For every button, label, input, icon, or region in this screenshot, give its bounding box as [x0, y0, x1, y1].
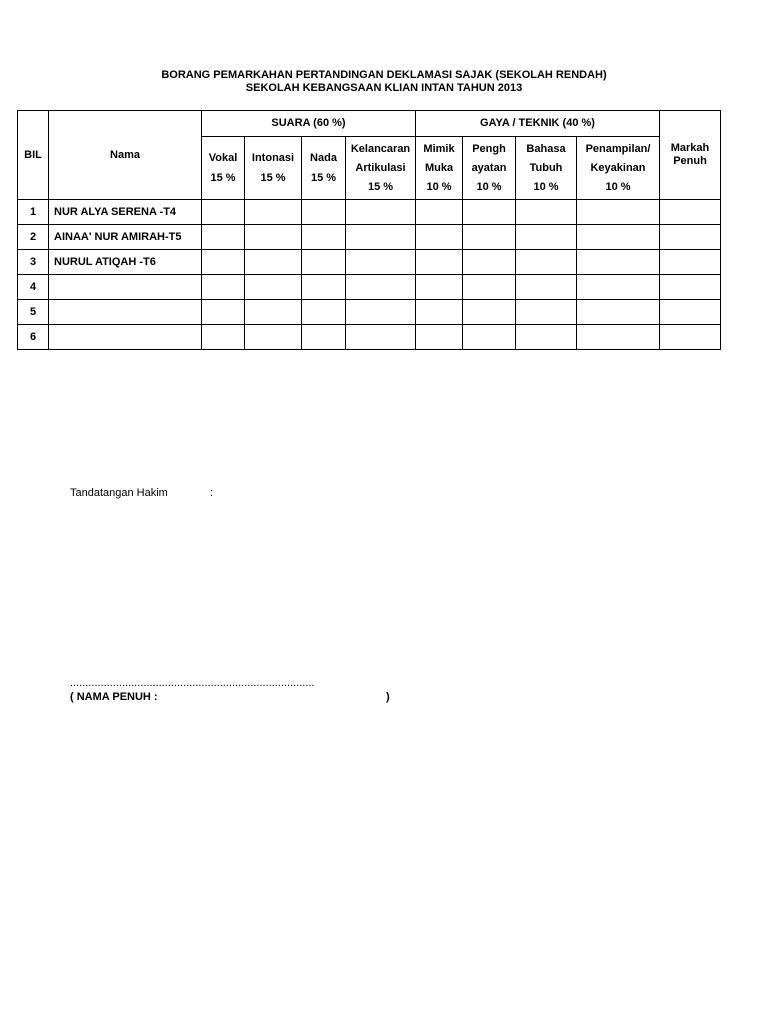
- criteria-header-line: 15 %: [260, 172, 286, 184]
- score-cell[interactable]: [660, 275, 721, 300]
- row-number: 6: [18, 325, 49, 350]
- score-cell[interactable]: [516, 225, 577, 250]
- row-number: 4: [18, 275, 49, 300]
- score-cell[interactable]: [660, 225, 721, 250]
- score-cell[interactable]: [202, 325, 245, 350]
- row-number: 5: [18, 300, 49, 325]
- criteria-header-line: Mimik: [423, 142, 455, 155]
- header-markah-line: Markah: [670, 142, 710, 154]
- title-line-1: BORANG PEMARKAHAN PERTANDINGAN DEKLAMASI SAJAK (SEKOLAH RENDAH): [161, 69, 607, 81]
- criteria-header-line: 10 %: [605, 180, 631, 193]
- participant-name: NUR ALYA SERENA -T4: [49, 200, 202, 225]
- score-cell[interactable]: [245, 200, 302, 225]
- criteria-header-line: 15 %: [310, 172, 337, 184]
- signature-line: ................................................................................: [70, 677, 315, 689]
- criteria-header-line: Keyakinan: [590, 161, 646, 174]
- score-cell[interactable]: [463, 325, 516, 350]
- score-cell[interactable]: [660, 200, 721, 225]
- score-cell[interactable]: [516, 250, 577, 275]
- criteria-header-line: ayatan: [471, 161, 507, 174]
- score-cell[interactable]: [416, 325, 463, 350]
- score-cell[interactable]: [346, 225, 416, 250]
- score-cell[interactable]: [346, 250, 416, 275]
- header-suara: SUARA (60 %): [202, 111, 416, 137]
- score-cell[interactable]: [577, 325, 660, 350]
- criteria-header-line: Tubuh: [529, 161, 563, 174]
- score-cell[interactable]: [346, 200, 416, 225]
- score-cell[interactable]: [346, 300, 416, 325]
- score-cell[interactable]: [416, 250, 463, 275]
- score-cell[interactable]: [245, 275, 302, 300]
- row-number: 2: [18, 225, 49, 250]
- score-cell[interactable]: [302, 325, 346, 350]
- participant-name: AINAA' NUR AMIRAH-T5: [49, 225, 202, 250]
- score-cell[interactable]: [516, 325, 577, 350]
- score-cell[interactable]: [202, 275, 245, 300]
- criteria-header-line: 15 %: [210, 172, 236, 184]
- score-cell[interactable]: [245, 225, 302, 250]
- score-cell[interactable]: [516, 300, 577, 325]
- criteria-header: [302, 137, 346, 200]
- criteria-header-line: 10 %: [533, 180, 559, 193]
- header-gaya: GAYA / TEKNIK (40 %): [416, 111, 660, 137]
- row-number: 3: [18, 250, 49, 275]
- table-row: [18, 200, 721, 225]
- score-cell[interactable]: [302, 275, 346, 300]
- score-cell[interactable]: [463, 275, 516, 300]
- criteria-header-line: 15 %: [367, 180, 394, 193]
- score-cell[interactable]: [202, 200, 245, 225]
- score-cell[interactable]: [302, 300, 346, 325]
- score-cell[interactable]: [202, 300, 245, 325]
- criteria-header-line: Bahasa: [526, 142, 566, 155]
- score-cell[interactable]: [416, 300, 463, 325]
- criteria-header: [245, 137, 302, 200]
- score-cell[interactable]: [346, 275, 416, 300]
- criteria-header: [463, 137, 516, 200]
- score-cell[interactable]: [302, 200, 346, 225]
- criteria-header-line: 10 %: [426, 180, 452, 193]
- form-title: [0, 69, 768, 95]
- criteria-header: [416, 137, 463, 200]
- score-cell[interactable]: [245, 325, 302, 350]
- score-cell[interactable]: [245, 300, 302, 325]
- judge-signature-label: Tandatangan Hakim: [70, 487, 168, 499]
- participant-name: [49, 325, 202, 350]
- score-cell[interactable]: [577, 200, 660, 225]
- criteria-header-line: Kelancaran: [350, 142, 411, 155]
- score-cell[interactable]: [202, 250, 245, 275]
- score-cell[interactable]: [416, 200, 463, 225]
- judge-signature-colon: :: [210, 487, 214, 499]
- score-cell[interactable]: [516, 275, 577, 300]
- score-cell[interactable]: [577, 250, 660, 275]
- score-cell[interactable]: [660, 250, 721, 275]
- score-cell[interactable]: [346, 325, 416, 350]
- header-bil: BIL: [18, 111, 49, 200]
- criteria-header-line: Penampilan/: [585, 142, 651, 155]
- table-row: [18, 300, 721, 325]
- criteria-header-line: Intonasi: [251, 152, 295, 164]
- participant-name: [49, 300, 202, 325]
- table-row: [18, 325, 721, 350]
- table-row: [18, 250, 721, 275]
- score-cell[interactable]: [416, 275, 463, 300]
- score-cell[interactable]: [660, 300, 721, 325]
- header-nama: Nama: [49, 111, 202, 200]
- score-cell[interactable]: [516, 200, 577, 225]
- criteria-header: [516, 137, 577, 200]
- score-cell[interactable]: [416, 225, 463, 250]
- criteria-header: [577, 137, 660, 200]
- participant-name: [49, 275, 202, 300]
- criteria-header-line: Pengh: [472, 142, 506, 155]
- header-markah-penuh: [660, 111, 721, 200]
- criteria-header: [346, 137, 416, 200]
- score-cell[interactable]: [577, 225, 660, 250]
- table-row: [18, 225, 721, 250]
- score-cell[interactable]: [577, 300, 660, 325]
- full-name-close: ): [386, 691, 390, 703]
- score-cell[interactable]: [202, 225, 245, 250]
- score-cell[interactable]: [660, 325, 721, 350]
- score-cell[interactable]: [245, 250, 302, 275]
- title-line-2: SEKOLAH KEBANGSAAN KLIAN INTAN TAHUN 2013: [245, 82, 523, 94]
- criteria-header-line: 10 %: [476, 180, 502, 193]
- criteria-header-line: Muka: [424, 161, 454, 174]
- score-cell[interactable]: [463, 200, 516, 225]
- criteria-header-line: Vokal: [208, 152, 238, 164]
- full-name-label: ( NAMA PENUH :: [70, 691, 158, 703]
- table-row: [18, 275, 721, 300]
- score-cell[interactable]: [302, 225, 346, 250]
- score-cell[interactable]: [302, 250, 346, 275]
- score-table: [17, 110, 721, 350]
- score-cell[interactable]: [463, 300, 516, 325]
- participant-name: NURUL ATIQAH -T6: [49, 250, 202, 275]
- score-cell[interactable]: [463, 250, 516, 275]
- header-penuh-line: Penuh: [673, 155, 707, 167]
- criteria-header-line: Artikulasi: [355, 161, 406, 174]
- score-cell[interactable]: [577, 275, 660, 300]
- score-cell[interactable]: [463, 225, 516, 250]
- row-number: 1: [18, 200, 49, 225]
- criteria-header-line: Nada: [310, 152, 337, 164]
- criteria-header: [202, 137, 245, 200]
